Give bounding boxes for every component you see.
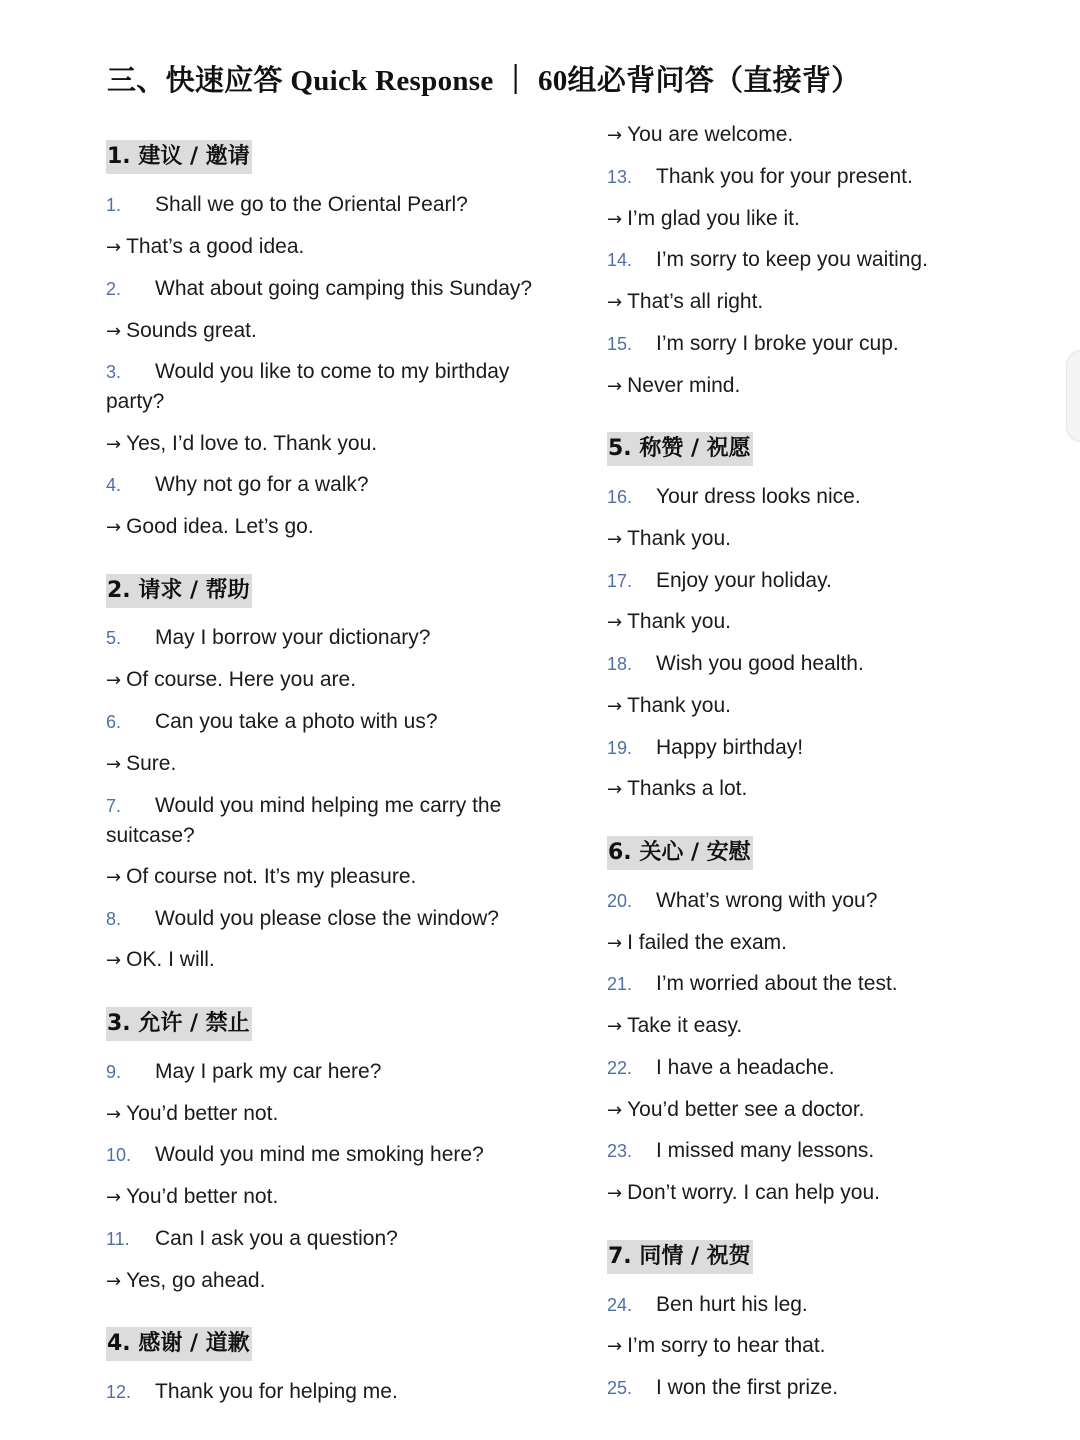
question-text: Happy birthday! [656,736,804,759]
question-text: Would you mind helping me carry the suitcase? [106,794,502,847]
arrow-icon: → [106,670,122,691]
answer-item [607,120,793,151]
arrow-icon: → [106,754,122,775]
question-item [607,482,861,512]
question-item [106,1057,381,1087]
section-heading: 2. 请求 / 帮助 [106,574,252,608]
answer-text: Yes, I’d love to. Thank you. [126,432,378,455]
question-item [607,649,864,679]
answer-text: Thanks a lot. [627,777,748,800]
question-item [607,886,877,916]
answer-text: Thank you. [627,527,731,550]
question-text: What about going camping this Sunday? [155,277,533,300]
answer-text: You are welcome. [627,123,794,146]
answer-text: You’d better not. [126,1102,279,1125]
answer-text: Never mind. [627,374,741,397]
answer-text: You’d better not. [126,1185,279,1208]
answer-text: Yes, go ahead. [126,1269,266,1292]
question-number: 11. [106,1229,130,1249]
answer-item [607,287,763,318]
question-number: 22. [607,1058,633,1078]
question-text: Wish you good health. [656,652,864,675]
question-text: I’m sorry I broke your cup. [656,332,899,355]
question-text: Would you please close the window? [155,907,499,930]
question-item [607,1053,835,1083]
arrow-icon: → [607,125,623,146]
question-number: 19. [607,738,633,758]
question-number: 8. [106,909,122,929]
answer-text: I’m glad you like it. [627,207,800,230]
answer-item [607,774,747,805]
answer-item [106,429,377,460]
question-item [106,1140,484,1170]
question-item [607,566,832,596]
answer-item [106,945,215,976]
arrow-icon: → [106,434,122,455]
question-item [607,969,898,999]
question-number: 20. [607,891,633,911]
question-text: Shall we go to the Oriental Pearl? [155,193,468,216]
answer-item [607,1178,880,1209]
question-text: I won the first prize. [656,1376,839,1399]
question-number: 14. [607,250,633,270]
question-item [106,190,468,220]
arrow-icon: → [607,529,623,550]
question-number: 23. [607,1141,633,1161]
answer-item [106,512,314,543]
arrow-icon: → [607,612,623,633]
question-item [106,707,438,737]
answer-item [106,749,176,780]
answer-text: Of course. Here you are. [126,668,357,691]
answer-item [106,862,416,893]
answer-text: Of course not. It’s my pleasure. [126,865,417,888]
question-item [607,733,803,763]
question-text: Enjoy your holiday. [656,569,832,592]
question-item [106,1224,398,1254]
arrow-icon: → [607,292,623,313]
question-item [106,470,369,500]
question-number: 1. [106,195,122,215]
question-item [607,1373,838,1403]
arrow-icon: → [106,1271,122,1292]
arrow-icon: → [607,1100,623,1121]
question-number: 15. [607,334,633,354]
answer-item [607,928,787,959]
question-number: 3. [106,362,122,382]
answer-text: Thank you. [627,610,731,633]
arrow-icon: → [106,1187,122,1208]
answer-item [106,316,257,347]
arrow-icon: → [607,1183,623,1204]
question-text: May I borrow your dictionary? [155,626,431,649]
question-item [607,245,928,275]
answer-text: That’s all right. [627,290,764,313]
section-heading: 4. 感谢 / 道歉 [106,1327,252,1361]
question-text: Thank you for your present. [656,165,913,188]
question-number: 2. [106,279,122,299]
arrow-icon: → [607,1336,623,1357]
arrow-icon: → [106,1104,122,1125]
arrow-icon: → [607,209,623,230]
answer-item [607,691,731,722]
question-text: May I park my car here? [155,1060,382,1083]
question-text: Why not go for a walk? [155,473,369,496]
question-text: Can I ask you a question? [155,1227,398,1250]
answer-item [607,1331,826,1362]
arrow-icon: → [106,321,122,342]
arrow-icon: → [607,376,623,397]
answer-text: Don’t worry. I can help you. [627,1181,880,1204]
question-number: 18. [607,654,633,674]
answer-text: I failed the exam. [627,931,788,954]
question-item [106,791,546,851]
answer-item [607,524,731,555]
question-number: 25. [607,1378,633,1398]
question-number: 16. [607,487,633,507]
answer-text: Sure. [126,752,177,775]
answer-item [607,1095,865,1126]
question-item [106,623,430,653]
question-item [607,1290,808,1320]
arrow-icon: → [106,950,122,971]
answer-text: Good idea. Let’s go. [126,515,314,538]
question-number: 24. [607,1295,633,1315]
question-number: 9. [106,1062,122,1082]
question-item [106,274,532,304]
answer-text: Take it easy. [627,1014,743,1037]
arrow-icon: → [607,1016,623,1037]
question-item [607,162,913,192]
question-text: I’m sorry to keep you waiting. [656,248,928,271]
question-number: 17. [607,571,633,591]
question-text: What’s wrong with you? [656,889,878,912]
question-text: I missed many lessons. [656,1139,875,1162]
arrow-icon: → [607,696,623,717]
section-heading: 3. 允许 / 禁止 [106,1007,252,1041]
section-heading: 7. 同情 / 祝贺 [607,1240,753,1274]
answer-text: OK. I will. [126,948,215,971]
section-heading: 6. 关心 / 安慰 [607,836,753,870]
answer-item [607,1011,742,1042]
question-number: 12. [106,1382,132,1402]
answer-item [106,232,304,263]
answer-item [106,1099,278,1130]
answer-item [607,607,731,638]
question-number: 5. [106,628,122,648]
answer-text: That’s a good idea. [126,235,305,258]
question-text: Your dress looks nice. [656,485,861,508]
question-number: 21. [607,974,633,994]
arrow-icon: → [106,237,122,258]
question-number: 7. [106,796,122,816]
arrow-icon: → [607,933,623,954]
question-item [607,329,899,359]
arrow-icon: → [106,517,122,538]
page-title: 三、快速应答 Quick Response ｜ 60组必背问答（直接背） [107,65,861,97]
question-item [106,1377,398,1407]
question-number: 6. [106,712,122,732]
question-number: 4. [106,475,122,495]
answer-item [607,371,740,402]
answer-text: Thank you. [627,694,731,717]
question-item [106,904,499,934]
section-heading: 5. 称赞 / 祝愿 [607,432,753,466]
section-heading: 1. 建议 / 邀请 [106,140,252,174]
answer-item [106,1266,265,1297]
answer-text: Sounds great. [126,319,257,342]
question-item [607,1136,874,1166]
answer-text: You’d better see a doctor. [627,1098,865,1121]
question-item [106,357,546,417]
answer-item [106,665,356,696]
question-text: I have a headache. [656,1056,835,1079]
answer-item [106,1182,278,1213]
question-text: I’m worried about the test. [656,972,898,995]
scroll-handle[interactable] [1066,350,1080,442]
answer-text: I’m sorry to hear that. [627,1334,826,1357]
answer-item [607,204,800,235]
question-text: Ben hurt his leg. [656,1293,808,1316]
arrow-icon: → [106,867,122,888]
question-text: Would you like to come to my birthday party? [106,360,510,413]
arrow-icon: → [607,779,623,800]
question-text: Thank you for helping me. [155,1380,398,1403]
question-number: 10. [106,1145,132,1165]
question-text: Would you mind me smoking here? [155,1143,484,1166]
question-number: 13. [607,167,633,187]
question-text: Can you take a photo with us? [155,710,438,733]
